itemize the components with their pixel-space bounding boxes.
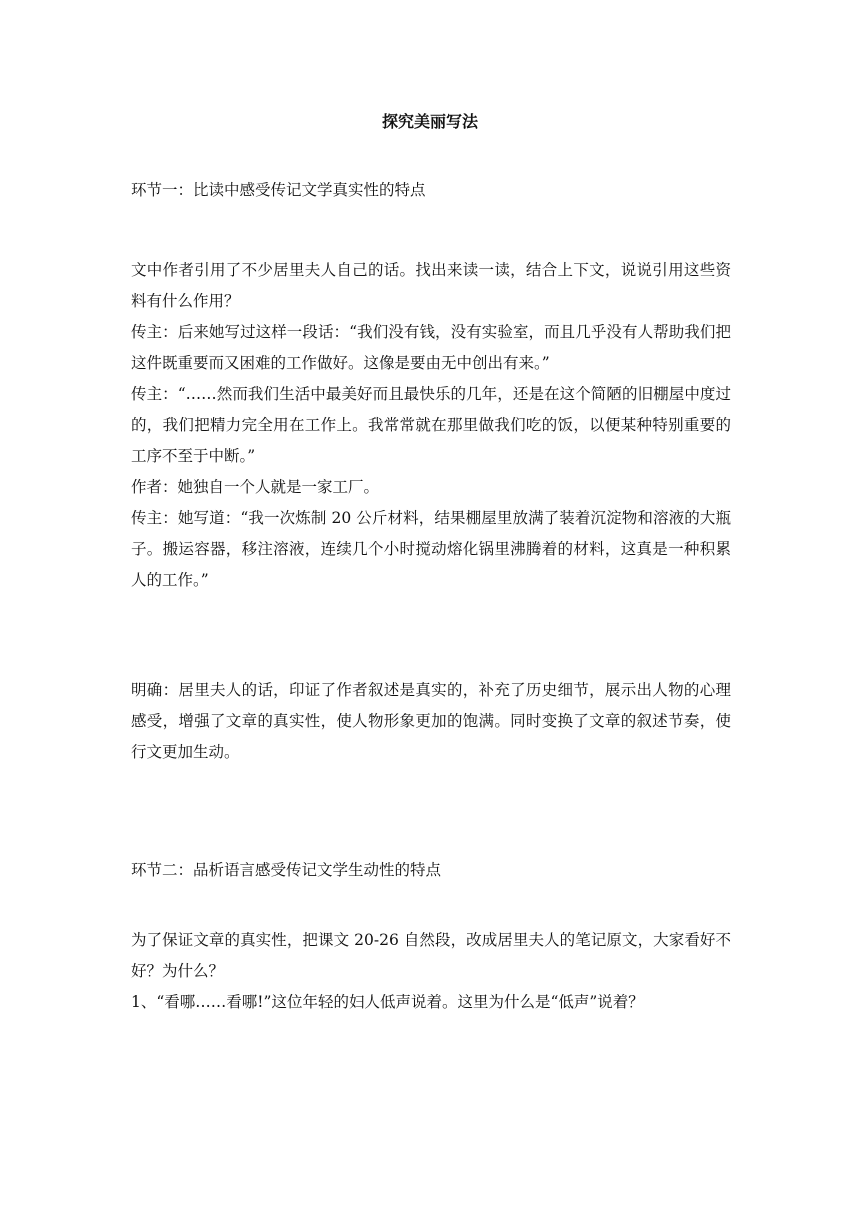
section-2-body <box>131 925 731 1018</box>
quote-paragraph: 传主：后来她写过这样一段话：“我们没有钱，没有实验室，而且几乎没有人帮助我们把这件既重要而又困难的工作做好。这像是要由无中创出有来。” <box>131 323 731 372</box>
section-1-answer-block <box>131 675 731 768</box>
section-2-heading-block <box>131 855 731 886</box>
section-2-item-1: 1、“看哪……看哪!”这位年轻的妇人低声说着。这里为什么是“低声”说着？ <box>131 993 644 1011</box>
section-2-heading: 环节二：品析语言感受传记文学生动性的特点 <box>131 861 442 879</box>
quote-paragraph: 传主：“……然而我们生活中最美好而且最快乐的几年，还是在这个简陋的旧棚屋中度过的，我们把精力完全用在工作上。我常常就在那里做我们吃的饭，以便某种特别重要的工序不至于中断。” <box>131 385 731 465</box>
section-2-question: 为了保证文章的真实性，把课文 20-26 自然段，改成居里夫人的笔记原文，大家看好不好？为什么？ <box>131 931 731 980</box>
quote-paragraph: 作者：她独自一个人就是一家工厂。 <box>131 478 380 496</box>
quote-paragraph: 传主：她写道：“我一次炼制 20 公斤材料，结果棚屋里放满了装着沉淀物和溶液的大瓶子。搬运容器，移注溶液，连续几个小时搅动熔化锅里沸腾着的材料，这真是一种积累人的工作。” <box>131 509 731 589</box>
section-1-body <box>131 255 731 596</box>
section-1-heading: 环节一：比读中感受传记文学真实性的特点 <box>131 181 426 199</box>
document-title: 探究美丽写法 <box>381 112 478 131</box>
section-1-question: 文中作者引用了不少居里夫人自己的话。找出来读一读，结合上下文，说说引用这些资料有什么作用？ <box>131 261 731 310</box>
section-1-heading-block <box>131 175 731 206</box>
section-1-answer: 明确：居里夫人的话，印证了作者叙述是真实的，补充了历史细节，展示出人物的心理感受，增强了文章的真实性，使人物形象更加的饱满。同时变换了文章的叙述节奏，使行文更加生动。 <box>131 681 731 761</box>
